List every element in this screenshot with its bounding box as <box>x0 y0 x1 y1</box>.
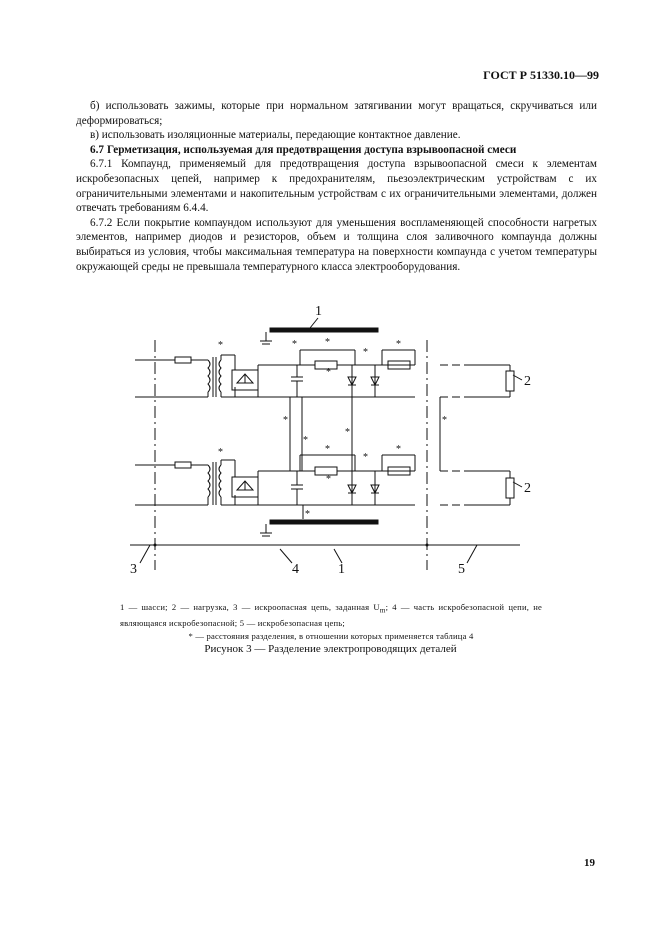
label-5: 5 <box>458 562 465 577</box>
document-header: ГОСТ Р 51330.10—99 <box>483 68 599 82</box>
section-number: 6.7 <box>90 143 104 156</box>
star-mark: * <box>218 447 223 458</box>
caption-item-3: 3 — искроопасная цепь, заданная U <box>233 602 380 612</box>
star-mark: * <box>218 340 223 351</box>
label-4: 4 <box>292 562 299 577</box>
star-mark: * <box>396 339 401 350</box>
star-mark: * <box>325 337 330 348</box>
star-mark: * <box>363 347 368 358</box>
caption-item-star: * — расстояния разделения, в отношении которых применяется таблица 4 <box>188 630 474 641</box>
star-mark: * <box>345 427 350 438</box>
dim-point-1 <box>154 544 157 547</box>
section-title: Герметизация, используемая для предотвращения доступа взрывоопасной смеси <box>106 143 517 156</box>
star-mark: * <box>283 415 288 426</box>
body-text <box>76 99 597 274</box>
label-2-bottom: 2 <box>524 481 531 496</box>
paragraph-672: 6.7.2 Если покрытие компаундом используют для уменьшения воспламеняющей способности нагретых элементов, например диодов и резисторов, объем и толщина слоя заливочного компаунда должны выбираться из условия, чтобы максимальная температура на поверхности компаунда с учетом температуры окружающей среды не превышала температурного класса электрооборудования. <box>76 216 597 273</box>
star-mark: * <box>303 435 308 446</box>
caption-subscript: m <box>379 606 386 615</box>
label-3: 3 <box>130 562 137 577</box>
star-mark: * <box>442 415 447 426</box>
figure-caption <box>120 601 542 642</box>
section-heading <box>76 143 597 158</box>
star-mark: * <box>326 474 331 485</box>
caption-item-5: 5 — искробезопасная цепь; <box>239 618 345 629</box>
dim-point-2 <box>426 544 429 547</box>
star-mark: * <box>396 444 401 455</box>
separation-diagram <box>120 295 530 575</box>
caption-item-1: 1 — шасси; <box>120 602 168 612</box>
caption-item-2: 2 — нагрузка, <box>171 602 229 612</box>
star-mark: * <box>363 452 368 463</box>
paragraph-b: б) использовать зажимы, которые при нормальном затягивании могут вращаться, скручиваться или деформироваться; <box>76 100 597 127</box>
caption-item-4: 4 — часть искробезопасной цепи, не являющаяся искробезопасной; <box>120 602 543 629</box>
caption-semicolon: ; <box>385 602 389 612</box>
star-mark: * <box>326 367 331 378</box>
paragraph-v: в) использовать изоляционные материалы, передающие контактное давление. <box>90 129 461 142</box>
figure-title: Рисунок 3 — Разделение электропроводящих деталей <box>204 643 457 655</box>
label-1-bottom: 1 <box>338 562 345 577</box>
star-mark: * <box>292 339 297 350</box>
star-mark: * <box>305 509 310 520</box>
star-mark: * <box>325 444 330 455</box>
paragraph-671: 6.7.1 Компаунд, применяемый для предотвращения доступа взрывоопасной смеси к элементам искробезопасных цепей, например к предохранителям, пьезоэлектрическим устройствам с их ограничительными элементами и накопительным устройствам с их ограничительными элементами, должен отвечать требованиям 6.4.4. <box>76 158 597 215</box>
label-2-top: 2 <box>524 374 531 389</box>
label-1-top: 1 <box>315 304 322 319</box>
page-number: 19 <box>584 857 595 869</box>
